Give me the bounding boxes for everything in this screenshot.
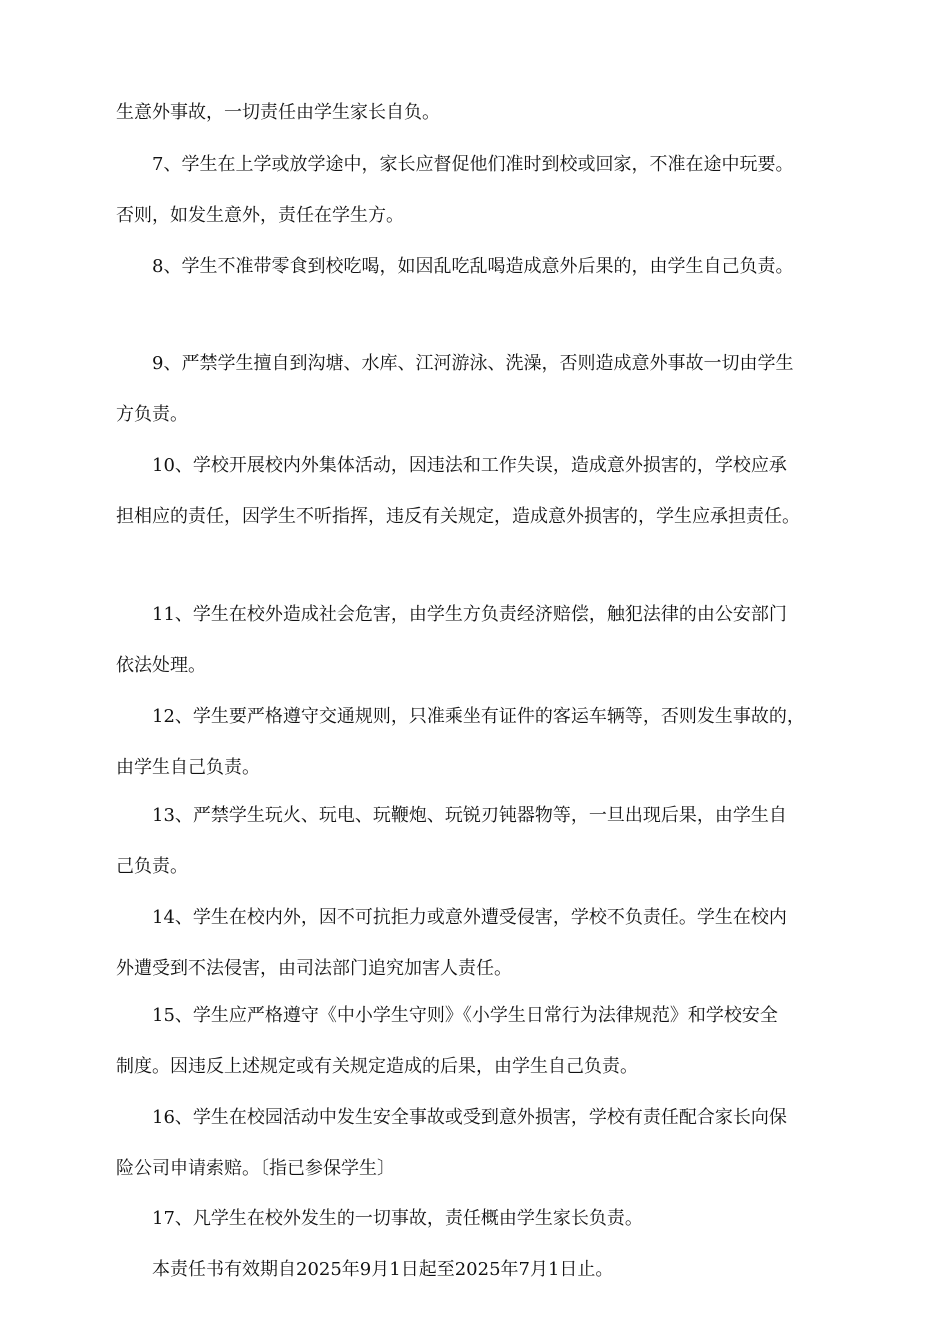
text-line: 担相应的责任，因学生不听指挥，违反有关规定，造成意外损害的，学生应承担责任。: [116, 506, 800, 527]
text-line: 14、学生在校内外，因不可抗拒力或意外遭受侵害，学校不负责任。学生在校内: [152, 907, 787, 928]
text-line: 生意外事故，一切责任由学生家长自负。: [116, 102, 440, 123]
text-line: 11、学生在校外造成社会危害，由学生方负责经济赔偿，触犯法律的由公安部门: [152, 604, 787, 625]
text-line: 己负责。: [116, 856, 188, 877]
text-line: 7、学生在上学或放学途中，家长应督促他们准时到校或回家，不准在途中玩要。: [152, 154, 794, 175]
text-line: 方负责。: [116, 404, 188, 425]
text-line: 否则，如发生意外，责任在学生方。: [116, 205, 404, 226]
text-line: 险公司申请索赔。〔指已参保学生〕: [116, 1158, 395, 1179]
text-line: 16、学生在校园活动中发生安全事故或受到意外损害，学校有责任配合家长向保: [152, 1107, 787, 1128]
text-line: 12、学生要严格遵守交通规则，只准乘坐有证件的客运车辆等，否则发生事故的，: [152, 706, 805, 727]
text-line: 本责任书有效期自2025年9月1日起至2025年7月1日止。: [152, 1259, 614, 1280]
text-line: 制度。因违反上述规定或有关规定造成的后果，由学生自己负责。: [116, 1056, 638, 1077]
text-line: 由学生自己负责。: [116, 757, 260, 778]
text-line: 外遭受到不法侵害，由司法部门追究加害人责任。: [116, 958, 512, 979]
text-line: 13、严禁学生玩火、玩电、玩鞭炮、玩锐刃钝器物等，一旦出现后果，由学生自: [152, 805, 787, 826]
text-line: 17、凡学生在校外发生的一切事故，责任概由学生家长负责。: [152, 1208, 643, 1229]
text-line: 8、学生不准带零食到校吃喝，如因乱吃乱喝造成意外后果的，由学生自己负责。: [152, 256, 794, 277]
text-line: 10、学校开展校内外集体活动，因违法和工作失误，造成意外损害的，学校应承: [152, 455, 787, 476]
text-line: 依法处理。: [116, 655, 206, 676]
text-line: 9、严禁学生擅自到沟塘、水库、江河游泳、洗澡，否则造成意外事故一切由学生: [152, 353, 794, 374]
text-line: 15、学生应严格遵守《中小学生守则》《小学生日常行为法律规范》和学校安全: [152, 1005, 778, 1026]
